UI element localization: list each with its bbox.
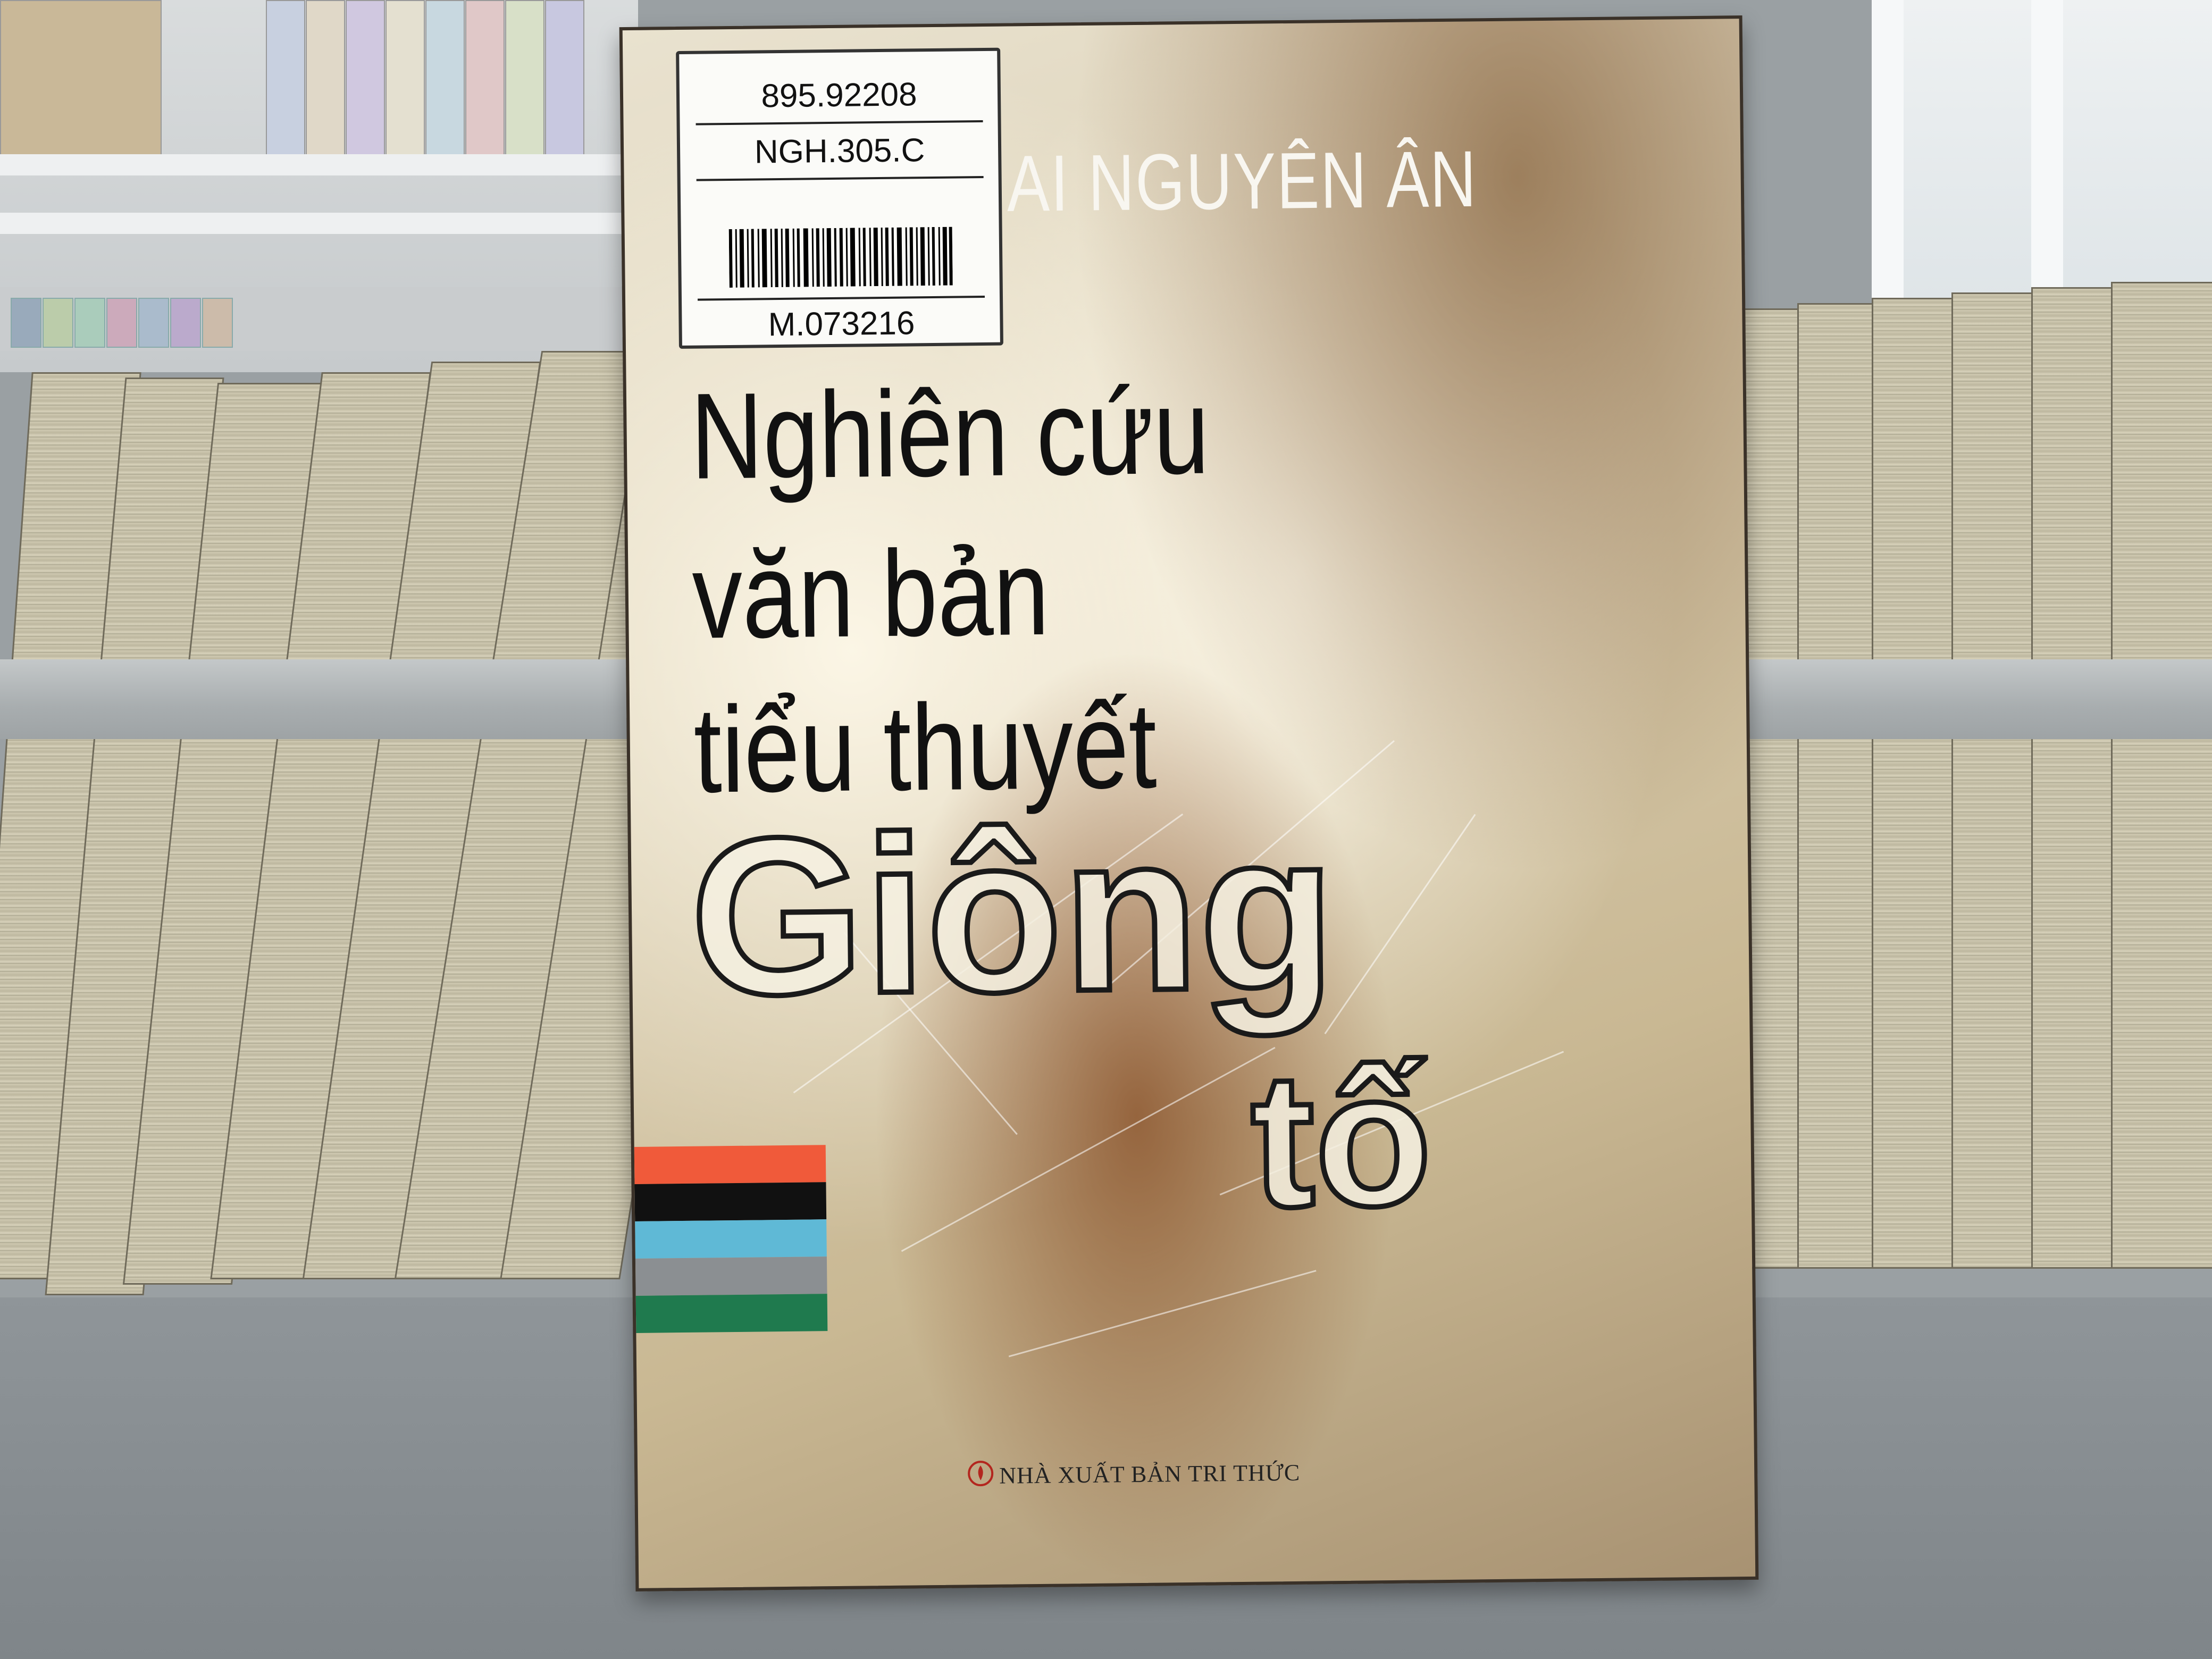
accession-number: M.073216 (768, 305, 915, 343)
title-to: tố (1250, 1032, 1433, 1247)
call-number: 895.92208 (761, 76, 917, 115)
barcode-icon (729, 227, 953, 288)
publisher-name: NHÀ XUẤT BẢN TRI THỨC (999, 1459, 1301, 1489)
author-name: AI NGUYÊN ÂN (1006, 134, 1478, 229)
publisher-flame-icon (967, 1460, 994, 1487)
color-code-strip (634, 1145, 828, 1354)
title-line-2: văn bản (691, 523, 1050, 664)
cutter-number: NGH.305.C (754, 132, 925, 171)
book-cover (619, 15, 1759, 1591)
title-giong: Giông (689, 786, 1337, 1042)
books-right-stack (1702, 266, 2212, 1276)
window (1872, 0, 2212, 298)
books-left-stack (0, 340, 691, 1329)
title-line-1: Nghiên cứu (690, 362, 1210, 505)
title-line-3: tiểu thuyết (693, 676, 1158, 818)
publisher-line (999, 1459, 1301, 1489)
call-number-label (676, 48, 1003, 349)
